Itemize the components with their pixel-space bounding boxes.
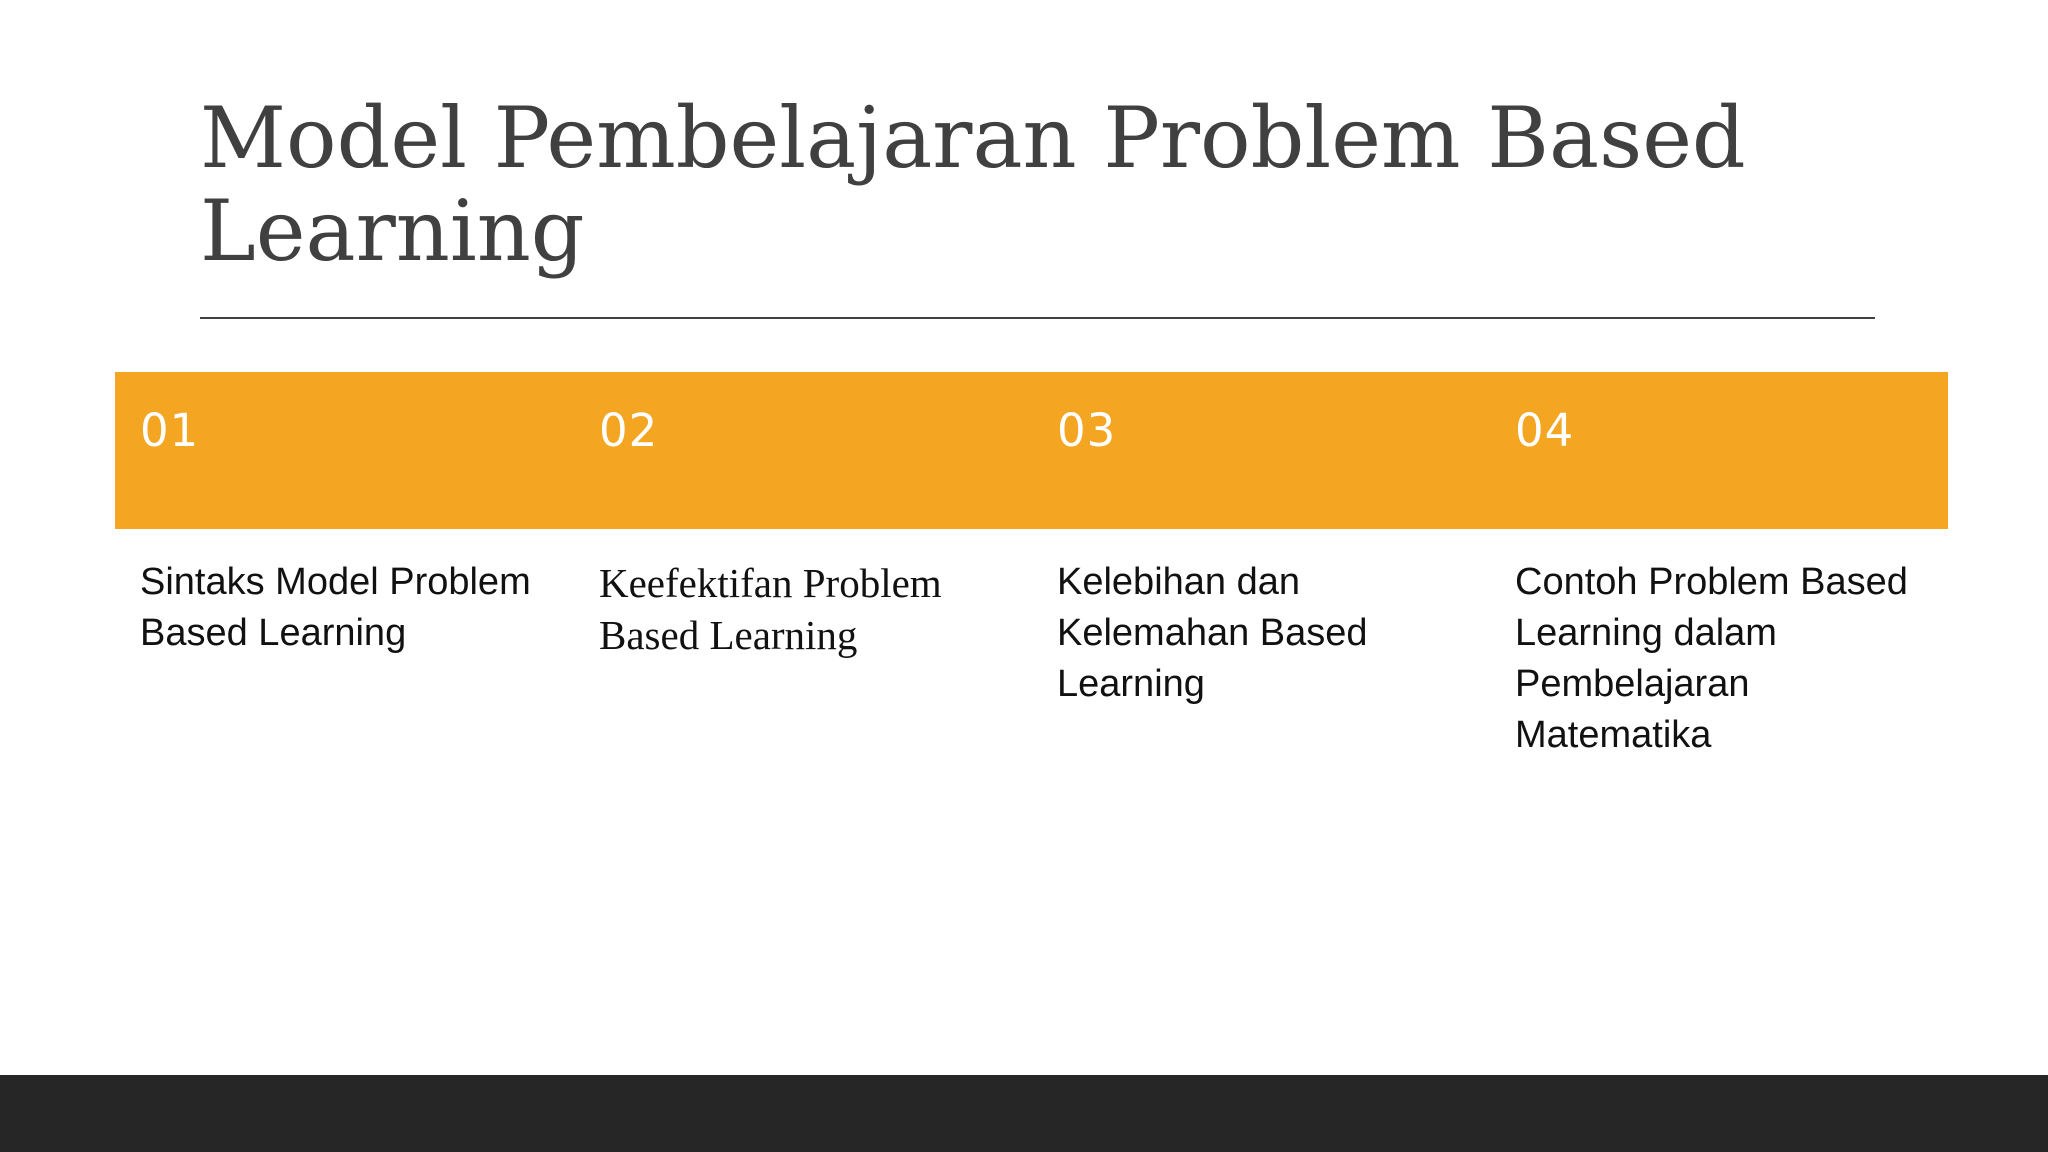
title-divider — [200, 317, 1875, 319]
step-text-4: Contoh Problem Based Learning dalam Pembelajaran Matematika — [1515, 561, 1908, 756]
step-text-2: Keefektifan Problem Based Learning — [599, 560, 942, 658]
step-number-3: 03 — [1057, 404, 1117, 457]
step-number-4: 04 — [1515, 404, 1575, 457]
step-text-1: Sintaks Model Problem Based Learning — [140, 561, 531, 654]
step-number-band — [115, 372, 1948, 529]
step-number-2: 02 — [599, 404, 659, 457]
slide-title: Model Pembelajaran Problem Based Learning — [200, 89, 1746, 280]
footer-bar — [0, 1075, 2048, 1152]
step-text-3: Kelebihan dan Kelemahan Based Learning — [1057, 561, 1368, 705]
step-number-1: 01 — [140, 404, 200, 457]
